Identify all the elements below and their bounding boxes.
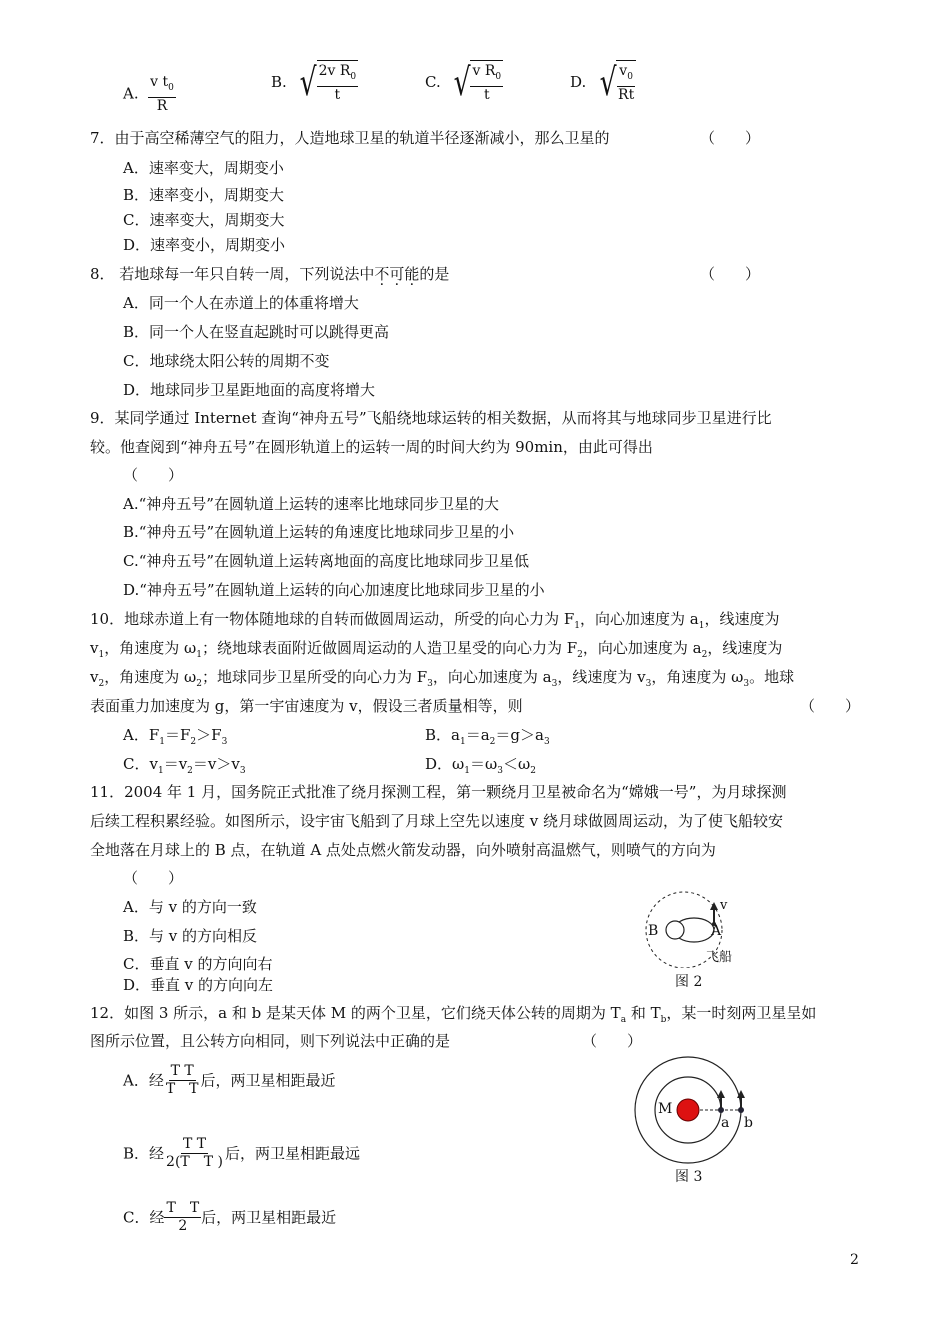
- q10-sub: 1: [196, 650, 202, 660]
- q6-a-fraction: [148, 74, 176, 115]
- q12-stem-line2: 图所示位置，且公转方向相同，则下列说法中正确的是: [90, 1032, 451, 1050]
- q6-option-c: [425, 60, 503, 104]
- q10-c-3: ＝v＞v: [192, 755, 240, 773]
- q12-b-num: T T: [182, 1136, 207, 1152]
- radical-sign-icon: √: [299, 60, 317, 104]
- q6-c-num: v R: [472, 63, 496, 79]
- q7-option-c: C．速率变大，周期变大: [123, 211, 285, 229]
- q6-a-label: A.: [123, 84, 139, 103]
- q12-c-pre: C．经: [123, 1208, 165, 1227]
- q6-c-den: t: [483, 87, 490, 103]
- q7-option-b: B．速率变小，周期变大: [123, 186, 285, 204]
- q8-emphasis-2: 可: [389, 265, 405, 283]
- q8-option-b: B．同一个人在竖直起跳时可以跳得更高: [123, 323, 390, 341]
- q8-emphasis-1: 不: [374, 265, 390, 283]
- radical-sign-icon: √: [453, 60, 471, 104]
- q10-l1b: ，向心加速度为 a: [580, 610, 699, 628]
- q10-a-1: A．F: [123, 726, 160, 744]
- q12-option-c: [123, 1200, 336, 1235]
- q10-sub: 1: [698, 621, 705, 631]
- q12-b-den: 2(T T ): [166, 1154, 223, 1170]
- q10-sub: 3: [543, 737, 550, 747]
- q12-sub: a: [620, 1015, 627, 1025]
- q10-sub: 2: [530, 766, 536, 776]
- q10-d-1: D．ω: [425, 755, 465, 773]
- fig2-caption: 图 2: [675, 974, 703, 990]
- q10-a-2: ＝F: [164, 726, 191, 744]
- q12-a-pre: A．经: [123, 1071, 164, 1090]
- q10-l3f: ，角速度为 ω: [651, 668, 744, 686]
- q10-stem-line3: [90, 667, 794, 694]
- q10-b-2: ＝a: [465, 726, 490, 744]
- q10-l3c: ；地球同步卫星所受的向心力为 F: [201, 668, 428, 686]
- q6-b-den: t: [334, 87, 341, 103]
- q10-l2c: ；绕地球表面附近做圆周运动的人造卫星受的向心力为 F: [201, 639, 578, 657]
- q10-option-c: [123, 754, 246, 781]
- fig2-label-b: B: [648, 923, 659, 939]
- q10-sub: 2: [489, 737, 496, 747]
- q10-sub: 2: [196, 679, 202, 689]
- q10-stem-line1: [90, 609, 779, 636]
- q12-b-fraction: [164, 1136, 225, 1171]
- page-number: 2: [850, 1252, 859, 1268]
- q6-option-a: [123, 74, 176, 115]
- q10-sub: 3: [427, 679, 433, 689]
- fig2-label-v: v: [720, 898, 728, 913]
- q6-option-d: [570, 60, 636, 104]
- q6-c-num-sub: 0: [495, 72, 502, 82]
- q10-sub: 1: [464, 766, 470, 776]
- q10-c-1: C．v: [123, 755, 158, 773]
- q8-stem: [90, 264, 449, 284]
- q12-c-fraction: [164, 1200, 201, 1235]
- arrowhead-icon: [710, 902, 718, 910]
- q6-d-num-sub: 0: [627, 72, 633, 82]
- q10-sub: 3: [645, 679, 652, 689]
- q6-b-radical: [296, 60, 358, 104]
- q10-l3b: ，角速度为 ω: [104, 668, 197, 686]
- q10-option-a: [123, 725, 227, 752]
- q12-answer-paren: （ ）: [582, 1032, 643, 1050]
- q6-d-num: v: [619, 63, 628, 79]
- q10-c-2: ＝v: [163, 755, 188, 773]
- q12-l1a: 12．如图 3 所示，a 和 b 是某天体 M 的两个卫星，它们绕天体公转的周期为 T: [90, 1004, 621, 1022]
- fig3-caption: 图 3: [675, 1169, 703, 1185]
- q12-l1c: ，某一时刻两卫星呈如: [666, 1004, 817, 1022]
- q10-b-1: B．a: [425, 726, 460, 744]
- q10-sub: 3: [221, 737, 228, 747]
- moon-circle: [666, 921, 684, 939]
- q10-l1c: ，线速度为: [704, 610, 780, 628]
- q10-d-3: ＜ω: [502, 755, 531, 773]
- q6-a-num-sub: 0: [168, 83, 174, 93]
- q11-option-c: C．垂直 v 的方向向右: [123, 955, 273, 973]
- q10-l3d: ，向心加速度为 a: [432, 668, 552, 686]
- q8-option-d: D．地球同步卫星距地面的高度将增大: [123, 381, 376, 399]
- q10-l3g: 。地球: [749, 668, 795, 686]
- figure-3: [630, 1052, 760, 1192]
- q12-option-a: [123, 1063, 336, 1098]
- q6-b-label: B.: [271, 73, 287, 91]
- q10-a-3: ＞F: [196, 726, 222, 744]
- q6-a-den: R: [156, 98, 168, 114]
- q12-b-pre: B．经: [123, 1144, 165, 1163]
- q10-sub: 2: [577, 650, 583, 660]
- central-body-m: [677, 1099, 699, 1121]
- q10-sub: 1: [157, 766, 164, 776]
- q9-option-a: A.“神舟五号”在圆轨道上运转的速率比地球同步卫星的大: [123, 495, 499, 513]
- q10-b-3: ＝g＞a: [495, 726, 544, 744]
- q11-stem-line1: 11．2004 年 1 月，国务院正式批准了绕月探测工程，第一颗绕月卫星被命名为“嫦娥一号”，为月球探测: [90, 783, 787, 801]
- arrowhead-icon: [717, 1090, 725, 1098]
- q6-c-radical: [450, 60, 503, 104]
- q10-sub: 1: [459, 737, 466, 747]
- radical-sign-icon: √: [599, 60, 617, 104]
- q10-l2b: ，角速度为 ω: [104, 639, 197, 657]
- q10-answer-paren: （ ）: [800, 697, 861, 715]
- q8-option-c: C．地球绕太阳公转的周期不变: [123, 352, 330, 370]
- q9-option-d: D.“神舟五号”在圆轨道上运转的向心加速度比地球同步卫星的小: [123, 581, 545, 599]
- q10-l3e: ，线速度为 v: [557, 668, 646, 686]
- q10-l2e: ，线速度为: [707, 639, 783, 657]
- q7-option-d: D．速率变小，周期变小: [123, 236, 286, 254]
- q10-sub: 1: [159, 737, 165, 747]
- q10-stem-line4: 表面重力加速度为 g，第一宇宙速度为 v，假设三者质量相等，则: [90, 697, 523, 715]
- fig3-label-m: M: [658, 1101, 673, 1117]
- q12-a-fraction: [164, 1063, 201, 1098]
- q6-b-num: 2v R: [318, 63, 351, 79]
- q9-stem-line2: 较。他查阅到“神舟五号”在圆形轨道上的运转一周的时间大约为 90min，由此可得出: [90, 438, 653, 456]
- q11-option-d: D．垂直 v 的方向向左: [123, 976, 274, 994]
- q12-l1b: 和 T: [626, 1004, 661, 1022]
- q7-stem: 7．由于高空稀薄空气的阻力，人造地球卫星的轨道半径逐渐减小，那么卫星的: [90, 129, 610, 147]
- q6-d-den: Rt: [618, 87, 635, 103]
- q10-l2a: v: [90, 639, 99, 657]
- q10-sub: 2: [187, 766, 193, 776]
- fig3-label-b: b: [744, 1115, 753, 1131]
- q9-option-c: C.“神舟五号”在圆轨道上运转离地面的高度比地球同步卫星低: [123, 552, 530, 570]
- q6-b-num-sub: 0: [350, 72, 357, 82]
- q12-c-num: T T: [166, 1200, 200, 1216]
- q11-stem-line3: 全地落在月球上的 B 点，在轨道 A 点处点燃火箭发动器，向外喷射高温燃气，则喷气的方向为: [90, 841, 716, 859]
- fig2-label-a: A: [711, 923, 722, 939]
- figure-3-orbit-diagram: [630, 1052, 760, 1168]
- q8-answer-paren: （ ）: [700, 265, 761, 283]
- q12-b-post: 后，两卫星相距最远: [225, 1144, 361, 1163]
- q9-answer-paren: （ ）: [123, 466, 184, 484]
- fig3-label-a: a: [721, 1115, 730, 1131]
- fig2-label-ship: 飞船: [706, 950, 733, 965]
- q6-c-label: C.: [425, 73, 441, 91]
- q12-a-num: T T: [170, 1063, 194, 1079]
- q10-sub: 1: [574, 621, 581, 631]
- q12-sub: b: [660, 1015, 667, 1025]
- q10-option-b: [425, 725, 550, 752]
- q12-c-post: 后，两卫星相距最近: [201, 1208, 337, 1227]
- q6-d-label: D.: [570, 73, 587, 91]
- q8-stem-post: 的是: [419, 265, 450, 283]
- q12-stem-line1: [90, 1003, 816, 1030]
- q7-option-a: A．速率变大，周期变小: [123, 159, 284, 177]
- figure-2: [628, 888, 758, 998]
- q8-stem-pre: 8． 若地球每一年只自转一周，下列说法中: [90, 265, 375, 283]
- q12-a-den: T T: [165, 1081, 199, 1097]
- q12-a-post: 后，两卫星相距最近: [200, 1071, 336, 1090]
- q10-sub: 2: [98, 679, 105, 689]
- q11-option-b: B．与 v 的方向相反: [123, 927, 258, 945]
- q10-sub: 1: [98, 650, 105, 660]
- q12-option-b: [123, 1136, 360, 1171]
- q6-a-num: v t: [150, 74, 169, 90]
- q9-option-b: B.“神舟五号”在圆轨道上运转的角速度比地球同步卫星的小: [123, 523, 515, 541]
- q10-stem-line2: [90, 638, 782, 665]
- q8-emphasis-3: 能: [404, 265, 420, 283]
- q10-sub: 3: [497, 766, 503, 776]
- q11-stem-line2: 后续工程积累经验。如图所示，设宇宙飞船到了月球上空先以速度 v 绕月球做圆周运动，为了使飞船较安: [90, 812, 784, 830]
- q10-sub: 3: [551, 679, 558, 689]
- q10-d-2: ＝ω: [470, 755, 498, 773]
- q8-option-a: A．同一个人在赤道上的体重将增大: [123, 294, 359, 312]
- q11-option-a: A．与 v 的方向一致: [123, 898, 257, 916]
- q10-sub: 3: [239, 766, 246, 776]
- q10-sub: 2: [701, 650, 708, 660]
- q10-sub: 3: [743, 679, 750, 689]
- q7-answer-paren: （ ）: [700, 129, 761, 147]
- q11-answer-paren: （ ）: [123, 869, 184, 887]
- q10-l1a: 10．地球赤道上有一物体随地球的自转而做圆周运动，所受的向心力为 F: [90, 610, 575, 628]
- q9-stem-line1: 9．某同学通过 Internet 查询“神舟五号”飞船绕地球运转的相关数据，从而将其与地球同步卫星进行比: [90, 409, 772, 427]
- q10-l3a: v: [90, 668, 99, 686]
- q6-option-b: [271, 60, 358, 104]
- q10-l2d: ，向心加速度为 a: [582, 639, 702, 657]
- q6-d-radical: [596, 60, 636, 104]
- q10-option-d: [425, 754, 536, 781]
- q10-sub: 2: [190, 737, 197, 747]
- q12-c-den: 2: [178, 1218, 188, 1234]
